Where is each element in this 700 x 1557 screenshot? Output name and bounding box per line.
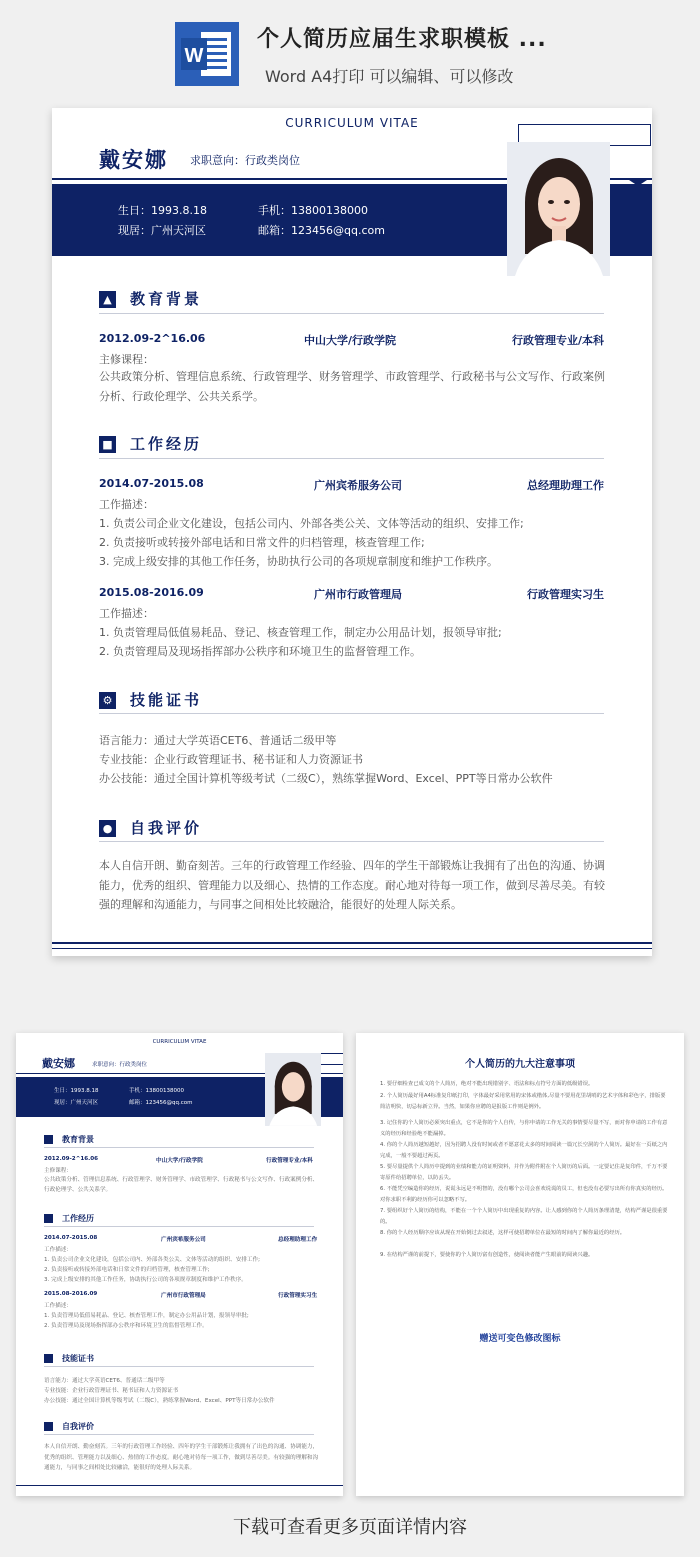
job-position: 总经理助理工作	[527, 479, 604, 492]
phone-info: 手机：13800138000	[258, 204, 368, 217]
profile-photo	[507, 142, 610, 276]
note-item: 6. 不能凭空编造你的经历，说谎永远是不明智的，没有哪个公司会喜欢说谎的员工，但也没有必要写出所有你真实的经历。对你求职不利的经历你可以忽略不写。	[380, 1186, 668, 1203]
note-item: 9. 在结构严谨的前提下，要使你的个人简历富有创造性，使阅读者能产生眼前的阅读兴趣。	[380, 1252, 594, 1258]
section-divider	[99, 841, 604, 842]
birth-info: 生日：1993.8.18	[118, 204, 207, 217]
job-position: 行政管理实习生	[527, 588, 604, 601]
job-item: 1. 负责管理局低值易耗品、登记、核查管理工作，制定办公用品计划，报领导审批;	[99, 626, 502, 639]
banner-subtitle: Word A4打印 可以编辑、可以修改	[265, 67, 514, 86]
location-info: 现居：广州天河区	[118, 224, 206, 237]
banner-title: 个人简历应届生求职模板 ...	[257, 27, 547, 52]
graduation-cap-icon: ▲	[99, 291, 116, 308]
education-major: 行政管理专业/本科	[511, 334, 604, 347]
note-item: 1. 要仔细检查已成文的个人简历，绝对不能出现错别字、语法和标点符号方面的低级错误。	[380, 1081, 594, 1087]
resume-page: CURRICULUM VITAE 戴安娜 求职意向：行政类岗位 生日：1993.8.18 手机：13800138000 现居：广州天河区 邮箱：123456@qq.com ▲ 教育背景 2012.09-2^16.06 中山大学/行政学院 行政管理专业/本科 主修课程： 公共政策分析、管理信息系统、行政管理学、财务管理学、市政管理学、行政秘书与公文写作、行政案例分析、行政伦理学、公共关系学。 ■ 工作经历 2014.07-2015.08 广州宾希服务公司 总经理助理工作 工作描述： 1. 负责公司企业文化建设，包括公司内、外部各类公关、文体等活动的组织、安排工作; 2. 负责接听或转接外部电话和日常文件的归档管理，核查管理工作; 3. 完成上级安排的其他工作任务，协助执行公司的各项规章制度和维护工作秩序。 2015.08-2016.09 广州市行政管理局 行政管理实习生 工作描述： 1. 负责管理局低值易耗品、登记、核查管理工作，制定办公用品计划，报领导审批; 2. 负责管理局及现场指挥部办公秩序和环境卫生的监督管理工作。 ⚙ 技能证书 语言能力：通过大学英语CET6、普通话二级甲等 专业技能：企业行政管理证书、秘书证和人力资源证书 办公技能：通过全国计算机等级考试（二级C），熟练掌握Word、Excel、PPT等日常办公软件 ● 自我评价 本人自信开朗、勤奋刻苦。三年的行政管理工作经验、四年的学生干部锻炼让我拥有了出色的沟通、协调能力，优秀的组织、管理能力以及细心、热情的工作态度。耐心地对待每一项工作，做到尽善尽美。有较强的理解和沟通能力，与同事之间相处比较融洽，能很好的处理人际关系。	[52, 108, 652, 956]
job-item: 1. 负责公司企业文化建设，包括公司内、外部各类公关、文体等活动的组织、安排工作;	[99, 517, 524, 530]
section-divider	[99, 713, 604, 714]
person-icon	[44, 1422, 53, 1431]
note-item: 3. 记住你的个人简历必须突出重点，它不是你的个人自传，与你申请的工作无关的事情要尽量不写，而对你申请的工作有意义的经历和经验绝不能漏掉。	[380, 1120, 668, 1137]
job-item: 2. 负责接听或转接外部电话和日常文件的归档管理，核查管理工作;	[99, 536, 425, 549]
profile-photo-thumb	[265, 1053, 321, 1126]
job-intent: 求职意向：行政类岗位	[190, 154, 300, 167]
notes-thumbnail[interactable]	[356, 1033, 684, 1496]
note-item: 5. 要尽量提供个人简历中提到的业绩和能力的证明资料，并作为附件附在个人简历的后面。一定要记住是复印件，千万不要寄原件给招聘单位，以防丢失。	[380, 1164, 668, 1181]
section-divider	[99, 313, 604, 314]
gift-icons-link[interactable]: 赠送可变色修改图标	[479, 1334, 561, 1344]
notes-title: 个人简历的九大注意事项	[465, 1059, 575, 1070]
svg-text:W: W	[184, 45, 204, 67]
note-item: 2. 个人简历最好用A4标准复印纸打印，字体最好采用常用的宋体或楷体,尽量不要用花里胡哨的艺术字体和彩色字，排版要简洁明快，切忌标新立异。当然，如果你应聘的是报版工作则是例外。	[380, 1093, 666, 1110]
top-banner	[0, 0, 700, 100]
section-divider	[99, 458, 604, 459]
job-company: 广州市行政管理局	[314, 588, 402, 601]
cv-title: CURRICULUM VITAE	[285, 116, 419, 130]
footer-rule-thin	[52, 948, 652, 949]
education-school: 中山大学/行政学院	[304, 334, 397, 347]
download-more-text[interactable]: 下载可查看更多页面详情内容	[233, 1517, 467, 1538]
job-company: 广州宾希服务公司	[314, 479, 402, 492]
job-date: 2015.08-2016.09	[99, 586, 204, 599]
job-desc-label: 工作描述：	[99, 607, 154, 620]
graduation-cap-icon	[44, 1135, 53, 1144]
briefcase-icon	[44, 1214, 53, 1223]
skill-item: 专业技能：企业行政管理证书、秘书证和人力资源证书	[99, 753, 363, 766]
briefcase-icon: ■	[99, 436, 116, 453]
job-item: 2. 负责管理局及现场指挥部办公秩序和环境卫生的监督管理工作。	[99, 645, 421, 658]
skill-item: 语言能力：通过大学英语CET6、普通话二级甲等	[99, 734, 337, 747]
gear-icon: ⚙	[99, 692, 116, 709]
footer-rule	[52, 942, 652, 944]
word-icon	[175, 22, 239, 86]
job-item: 3. 完成上级安排的其他工作任务，协助执行公司的各项规章制度和维护工作秩序。	[99, 555, 498, 568]
job-desc-label: 工作描述：	[99, 498, 154, 511]
self-eval-text: 本人自信开朗、勤奋刻苦。三年的行政管理工作经验、四年的学生干部锻炼让我拥有了出色的沟通、协调能力，优秀的组织、管理能力以及细心、热情的工作态度。耐心地对待每一项工作，做到尽善尽美。有较强的理解和沟通能力，与同事之间相处比较融洽，能很好的处理人际关系。	[99, 859, 605, 911]
email-info: 邮箱：123456@qq.com	[258, 224, 385, 237]
job-date: 2014.07-2015.08	[99, 477, 204, 490]
skill-item: 办公技能：通过全国计算机等级考试（二级C），熟练掌握Word、Excel、PPT等日常办公软件	[99, 772, 553, 785]
courses-text: 公共政策分析、管理信息系统、行政管理学、财务管理学、市政管理学、行政秘书与公文写作、行政案例分析、行政伦理学、公共关系学。	[99, 370, 605, 403]
note-item: 8. 你的个人经历顺序应该从现在开始倒过去叙述，这样可使招聘单位在最短的时间内了解你最近的经历。	[380, 1230, 626, 1236]
gear-icon	[44, 1354, 53, 1363]
courses-label: 主修课程：	[99, 353, 154, 366]
education-date: 2012.09-2^16.06	[99, 332, 206, 345]
note-item: 7. 要组织好个人简历的结构，不能在一个个人简历中出现重复的内容。让人感到你的个人简历条理清楚，结构严谨是很重要的。	[380, 1208, 668, 1225]
resume-thumbnail[interactable]: CURRICULUM VITAE 戴安娜 求职意向：行政类岗位 生日：1993.8.18 手机：13800138000 现居：广州天河区 邮箱：123456@qq.com 教育背景 2012.09-2^16.06 中山大学/行政学院 行政管理专业/本科 主修课程： 公共政策分析、管理信息系统、行政管理学、财务管理学、市政管理学、行政秘书与公文写作、行政案例分析、行政伦理学、公共关系学。 工作经历 2014.07-2015.08 广州宾希服务公司 总经理助理工作 工作描述： 1. 负责公司企业文化建设，包括公司内、外部各类公关、文体等活动的组织、安排工作; 2. 负责接听或转接外部电话和日常文件的归档管理，核查管理工作; 3. 完成上级安排的其他工作任务，协助执行公司的各项规章制度和维护工作秩序。 2015.08-2016.09 广州市行政管理局 行政管理实习生 工作描述： 1. 负责管理局低值易耗品、登记、核查管理工作，制定办公用品计划，报领导审批; 2. 负责管理局及现场指挥部办公秩序和环境卫生的监督管理工作。 技能证书 语言能力：通过大学英语CET6、普通话二级甲等 专业技能：企业行政管理证书、秘书证和人力资源证书 办公技能：通过全国计算机等级考试（二级C），熟练掌握Word、Excel、PPT等日常办公软件 自我评价 本人自信开朗、勤奋刻苦。三年的行政管理工作经验、四年的学生干部锻炼让我拥有了出色的沟通、协调能力，优秀的组织、管理能力以及细心、热情的工作态度。耐心地对待每一项工作，做到尽善尽美。有较强的理解和沟通能力，与同事之间相处比较融洽，能很好的处理人际关系。	[16, 1033, 343, 1496]
person-icon: ●	[99, 820, 116, 837]
applicant-name: 戴安娜	[99, 148, 168, 172]
note-item: 4. 你的个人简历越短越好，因为招聘人没有时间或者不愿意花太多的时间阅读一篇冗长空洞的个人简历。最好在一页纸之内完成，一般不要超过两页。	[380, 1142, 668, 1159]
